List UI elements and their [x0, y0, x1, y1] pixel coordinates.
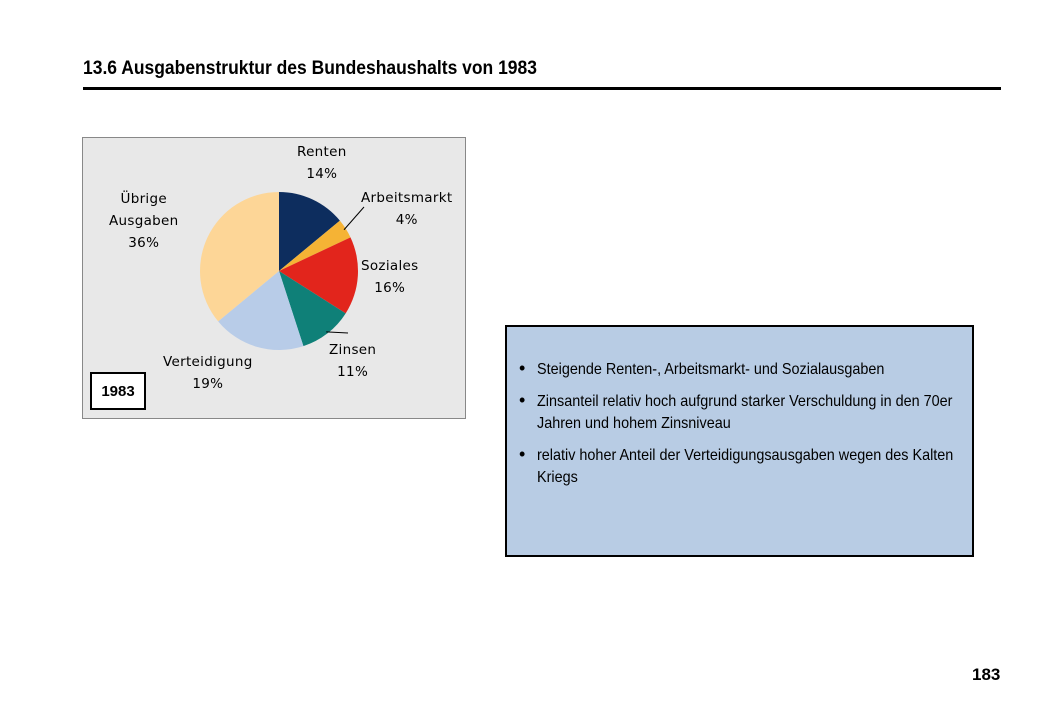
- title-rule: [83, 87, 1001, 90]
- note-text: Zinsanteil relativ hoch aufgrund starker Verschuldung in den 70er Jahren und hohem Zinsniveau: [537, 393, 953, 432]
- label-arbeitsmarkt-name: Arbeitsmarkt: [361, 190, 453, 206]
- note-item: [519, 359, 959, 381]
- bullet-icon: •: [519, 444, 526, 464]
- leader-line: [326, 332, 348, 333]
- page-number: 183: [972, 665, 1001, 684]
- label-zinsen-name: Zinsen: [329, 342, 377, 358]
- label-verteidigung-value: 19%: [192, 376, 224, 392]
- label-uebrige-line2: Ausgaben: [109, 213, 179, 229]
- bullet-icon: •: [519, 358, 526, 378]
- label-soziales-value: 16%: [374, 280, 406, 296]
- label-verteidigung: [163, 351, 253, 395]
- label-uebrige: [109, 188, 179, 254]
- note-item: [519, 445, 959, 489]
- pie-chart-panel: [82, 137, 466, 419]
- label-renten: [297, 141, 347, 185]
- label-renten-name: Renten: [297, 144, 347, 160]
- label-soziales: [361, 255, 418, 299]
- label-zinsen-value: 11%: [337, 364, 369, 380]
- note-text: Steigende Renten-, Arbeitsmarkt- und Sozialausgaben: [537, 361, 885, 378]
- label-zinsen: [329, 339, 376, 383]
- label-renten-value: 14%: [306, 166, 338, 182]
- year-badge: 1983: [90, 372, 146, 410]
- label-uebrige-value: 36%: [128, 235, 160, 251]
- notes-box: [505, 325, 974, 557]
- bullet-icon: •: [519, 390, 526, 410]
- label-verteidigung-name: Verteidigung: [163, 354, 253, 370]
- label-arbeitsmarkt: [361, 187, 452, 231]
- label-arbeitsmarkt-value: 4%: [395, 212, 418, 228]
- note-text: relativ hoher Anteil der Verteidigungsausgaben wegen des Kalten Kriegs: [537, 447, 954, 486]
- note-item: [519, 391, 959, 435]
- label-soziales-name: Soziales: [361, 258, 419, 274]
- notes-list: [519, 359, 959, 499]
- page-title: 13.6 Ausgabenstruktur des Bundeshaushalts von 1983: [83, 58, 537, 79]
- label-uebrige-line1: Übrige: [120, 191, 167, 207]
